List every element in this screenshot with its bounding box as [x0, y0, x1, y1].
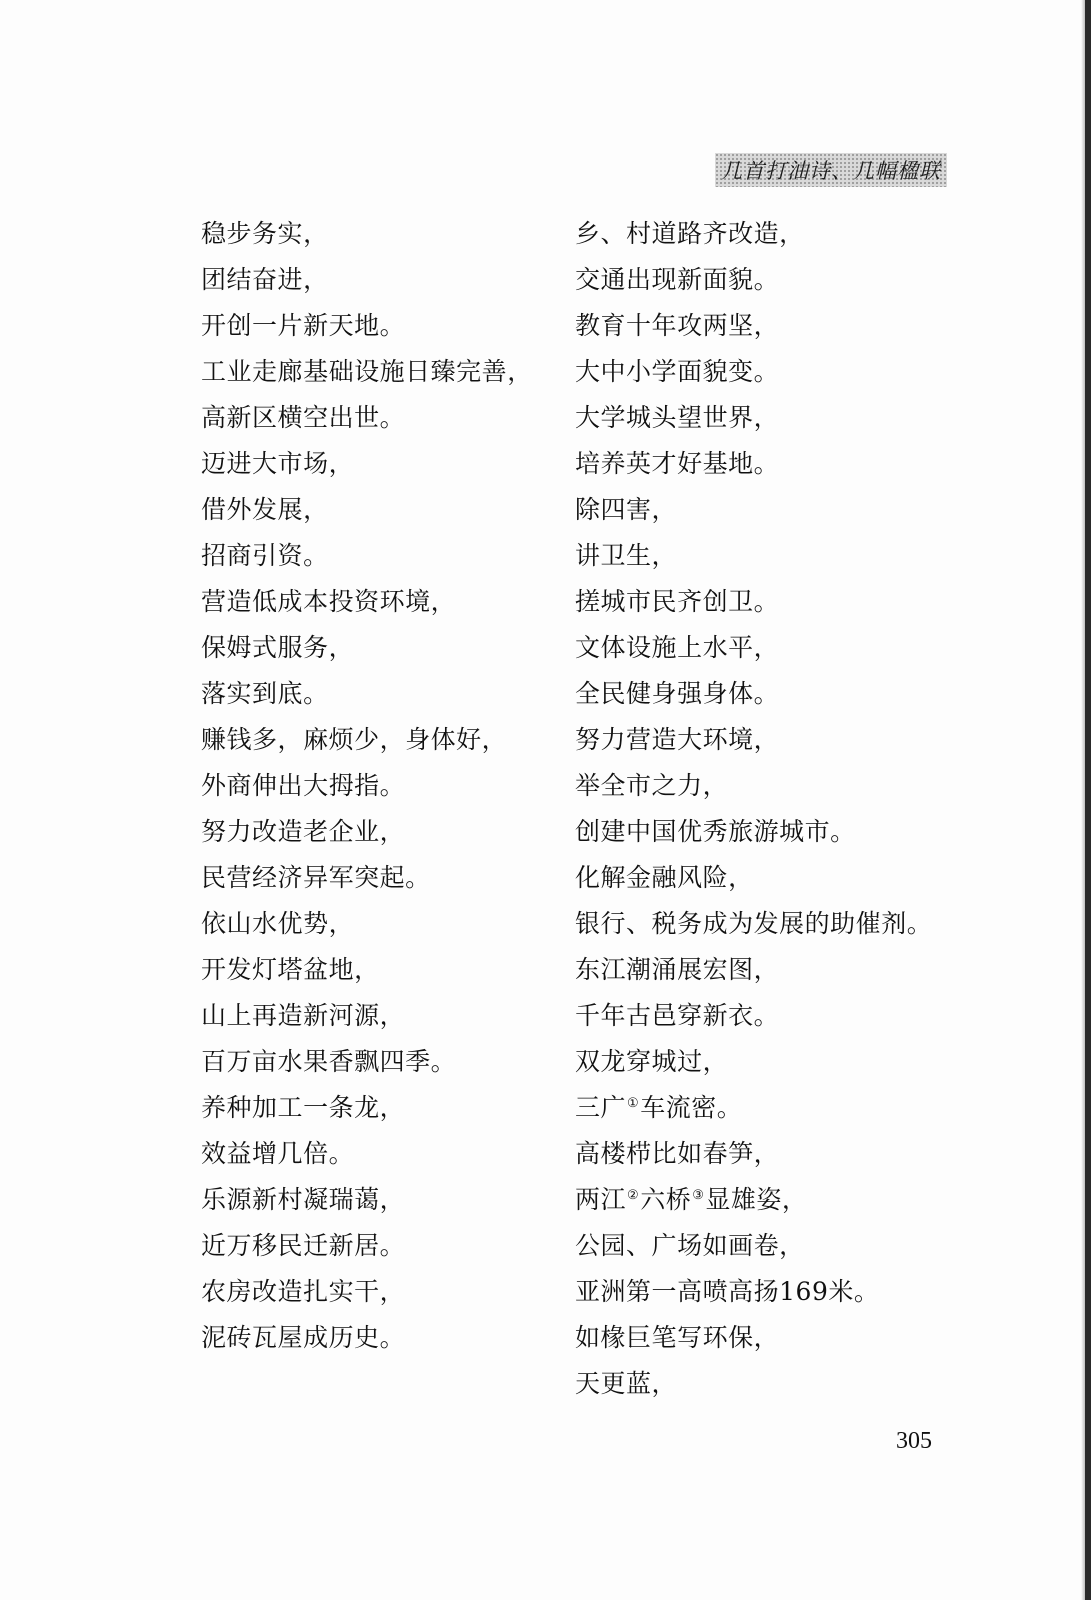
poem-line: 天更蓝， — [575, 1369, 678, 1398]
poem-line: 高楼栉比如春笋， — [575, 1139, 780, 1168]
poem-line: 迈进大市场， — [201, 449, 355, 478]
poem-line: 乡、村道路齐改造， — [575, 219, 805, 248]
page-number: 305 — [896, 1428, 932, 1454]
poem-line: 开创一片新天地。 — [201, 311, 406, 340]
poem-line: 工业走廊基础设施日臻完善， — [201, 357, 533, 386]
poem-line: 农房改造扎实干， — [201, 1277, 406, 1306]
poem-line: 努力改造老企业， — [201, 817, 406, 846]
poem-line: 双龙穿城过， — [575, 1047, 729, 1076]
poem-line: 民营经济异军突起。 — [201, 863, 431, 892]
footnote-mark: ② — [627, 1188, 640, 1203]
poem-line: 除四害， — [575, 495, 678, 524]
poem-line: 开发灯塔盆地， — [201, 955, 380, 984]
poem-line: 保姆式服务， — [201, 633, 355, 662]
poem-line: 借外发展， — [201, 495, 329, 524]
poem-line: 泥砖瓦屋成历史。 — [201, 1323, 406, 1352]
poem-line: 如椽巨笔写环保， — [575, 1323, 780, 1352]
poem-line: 团结奋进， — [201, 265, 329, 294]
poem-line: 亚洲第一高喷高扬169米。 — [575, 1277, 880, 1306]
poem-line: 大学城头望世界， — [575, 403, 780, 432]
poem-line: 化解金融风险， — [575, 863, 754, 892]
footnote-mark: ③ — [692, 1188, 705, 1203]
poem-line: 全民健身强身体。 — [575, 679, 780, 708]
poem-line: 搓城市民齐创卫。 — [575, 587, 780, 616]
poem-line: 乐源新村凝瑞蔼， — [201, 1185, 406, 1214]
poem-line: 效益增几倍。 — [201, 1139, 355, 1168]
poem-line: 文体设施上水平， — [575, 633, 780, 662]
poem-line: 百万亩水果香飘四季。 — [201, 1047, 457, 1076]
running-header: 几首打油诗、几幅楹联 — [715, 153, 947, 187]
poem-line: 创建中国优秀旅游城市。 — [575, 817, 856, 846]
page-binding-edge — [1085, 0, 1091, 1600]
poem-line: 举全市之力， — [575, 771, 729, 800]
poem-line: 依山水优势， — [201, 909, 355, 938]
poem-line: 努力营造大环境， — [575, 725, 780, 754]
poem-line: 公园、广场如画卷， — [575, 1231, 805, 1260]
poem-line: 千年古邑穿新衣。 — [575, 1001, 780, 1030]
poem-line: 大中小学面貌变。 — [575, 357, 780, 386]
poem-line: 近万移民迁新居。 — [201, 1231, 406, 1260]
poem-line: 养种加工一条龙， — [201, 1093, 406, 1122]
poem-line: 东江潮涌展宏图， — [575, 955, 780, 984]
poem-line: 赚钱多，麻烦少，身体好， — [201, 725, 508, 754]
poem-line: 招商引资。 — [201, 541, 329, 570]
poem-line: 两江②六桥③显雄姿， — [575, 1185, 808, 1214]
poem-line: 落实到底。 — [201, 679, 329, 708]
poem-line: 三广①车流密。 — [575, 1093, 743, 1122]
poem-line: 培养英才好基地。 — [575, 449, 780, 478]
poem-line: 山上再造新河源， — [201, 1001, 406, 1030]
poem-line: 讲卫生， — [575, 541, 678, 570]
poem-left-column — [201, 211, 561, 1361]
poem-line: 银行、税务成为发展的助催剂。 — [575, 909, 933, 938]
footnote-mark: ① — [627, 1096, 640, 1111]
poem-line: 高新区横空出世。 — [201, 403, 406, 432]
poem-line: 营造低成本投资环境， — [201, 587, 457, 616]
poem-line: 外商伸出大拇指。 — [201, 771, 406, 800]
poem-line: 稳步务实， — [201, 219, 329, 248]
poem-line: 交通出现新面貌。 — [575, 265, 780, 294]
poem-right-column — [575, 211, 995, 1407]
poem-line: 教育十年攻两坚， — [575, 311, 780, 340]
